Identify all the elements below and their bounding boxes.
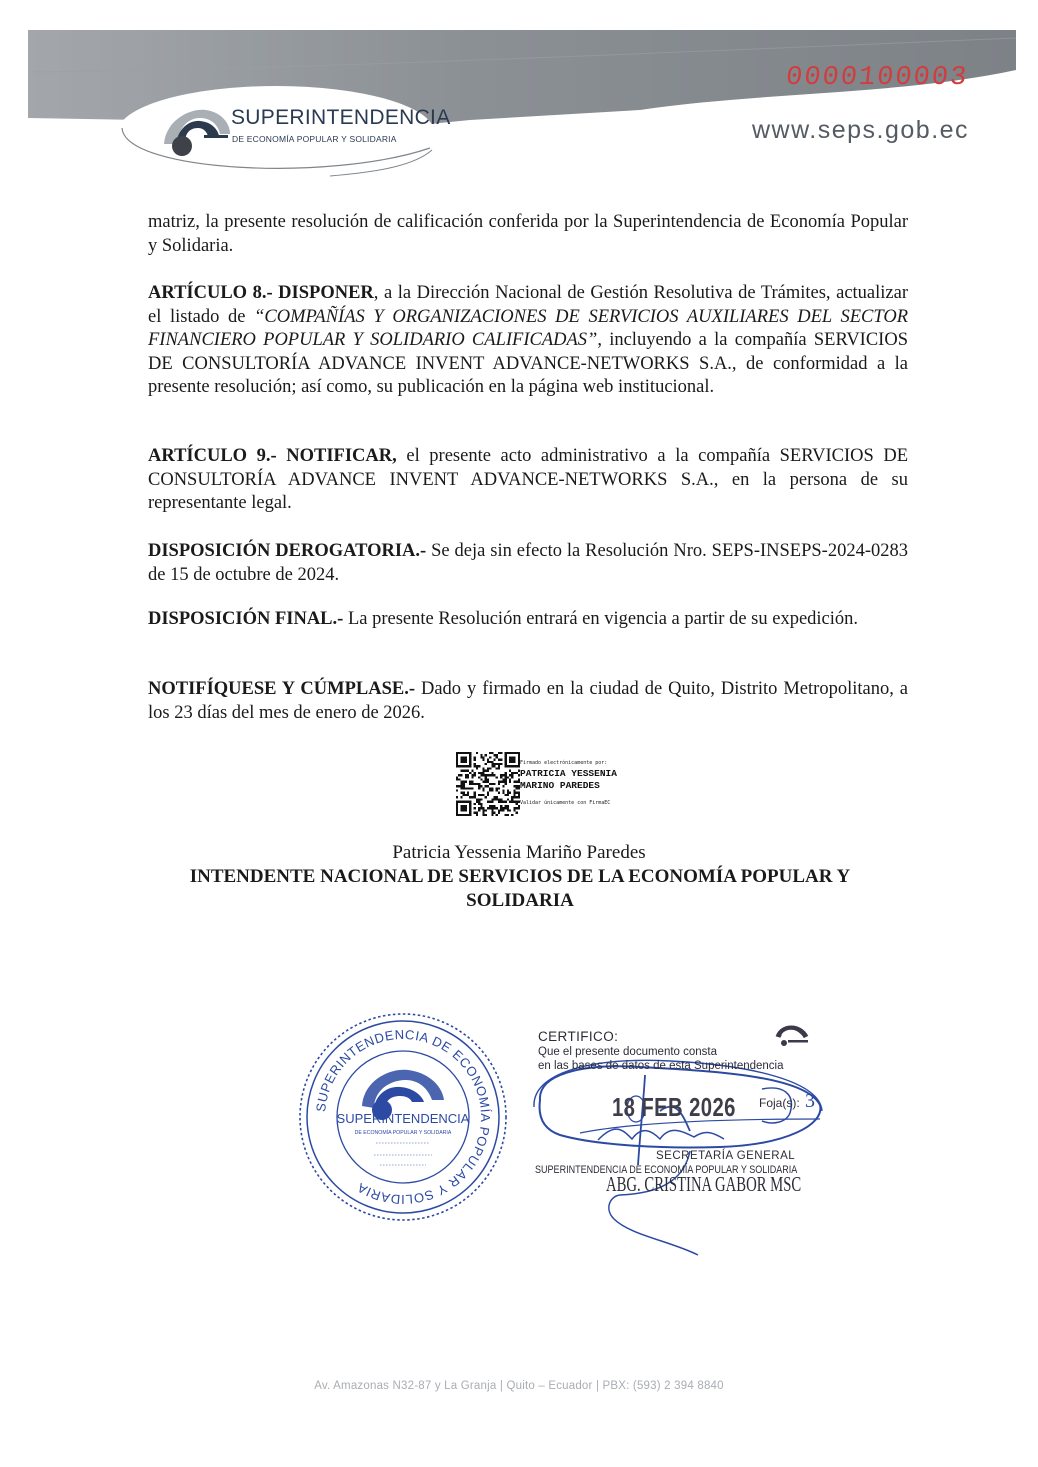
logo-subtitle: DE ECONOMÍA POPULAR Y SOLIDARIA — [232, 134, 397, 144]
article-8-text-b: , incluyendo a la compañía SERVICIOS DE CONSULTORÍA ADVANCE INVENT ADVANCE-NETWORKS S.A., de conformidad a la presente resolución; así como, su publicación en la página web institucional. — [148, 330, 908, 397]
certification-officer: ABG. CRISTINA GABOR MSC — [606, 1172, 802, 1196]
article-8-text-a: , a la Dirección Nacional de Gestión Resolutiva de Trámites, actualizar el listado de — [148, 283, 908, 327]
final-text: La presente Resolución entrará en vigencia a partir de su expedición. — [343, 609, 859, 629]
header-band — [0, 0, 1038, 215]
certification-secretaria: SECRETARÍA GENERAL — [656, 1150, 796, 1162]
intro-text: matriz, la presente resolución de calificación conferida por la Superintendencia de Economía Popular y Solidaria. — [148, 212, 908, 256]
intro-paragraph — [148, 211, 908, 258]
esign-name-line-2: MARINO PAREDES — [520, 780, 600, 791]
foja-value: 3 — [805, 1090, 816, 1112]
certification-line-2: en las bases de datos de esta Superintendencia — [538, 1060, 784, 1072]
notification-heading: NOTIFÍQUESE Y CÚMPLASE.- — [148, 679, 416, 699]
article-9-text: el presente acto administrativo a la compañía SERVICIOS DE CONSULTORÍA ADVANCE INVENT ADVANCE-NETWORKS S.A., en la persona de su representante legal. — [148, 446, 909, 513]
official-seal-icon — [296, 1010, 510, 1224]
derogatory-disposition-paragraph — [148, 540, 908, 587]
logo-title: SUPERINTENDENCIA — [231, 106, 451, 129]
article-8-paragraph — [148, 282, 908, 400]
website-url: www.seps.gob.ec — [752, 116, 970, 144]
esign-validate-note: Validar únicamente con FirmaEC — [520, 800, 611, 806]
article-8-italic-title: “COMPAÑÍAS Y ORGANIZACIONES DE SERVICIOS AUXILIARES DEL SECTOR FINANCIERO POPULAR Y SOLIDARIO CALIFICADAS” — [148, 306, 908, 350]
article-8-heading: ARTÍCULO 8.- DISPONER — [148, 283, 374, 303]
certification-line-1: Que el presente documento consta — [538, 1046, 718, 1058]
document-number: 0000100003 — [784, 63, 970, 93]
esign-caption: Firmado electrónicamente por: — [520, 760, 608, 766]
final-disposition-paragraph — [148, 608, 908, 632]
notification-text: Dado y firmado en la ciudad de Quito, Distrito Metropolitano, a los 23 días del mes de enero de 2026. — [148, 679, 908, 723]
signer-name: Patricia Yessenia Mariño Paredes — [392, 842, 646, 863]
final-heading: DISPOSICIÓN FINAL.- — [148, 609, 344, 629]
derogatory-heading: DISPOSICIÓN DEROGATORIA.- — [148, 541, 427, 561]
certification-foja — [759, 1090, 815, 1113]
certification-title: CERTIFICO: — [538, 1029, 619, 1044]
article-9-paragraph — [148, 445, 908, 516]
foja-label: Foja(s): — [759, 1096, 800, 1110]
esign-name-line-1: PATRICIA YESSENIA — [520, 768, 617, 779]
derogatory-text: Se deja sin efecto la Resolución Nro. SEPS-INSEPS-2024-0283 de 15 de octubre de 2024. — [148, 541, 908, 585]
certification-entity: SUPERINTENDENCIA DE ECONOMÍA POPULAR Y SOLIDARIA — [535, 1164, 798, 1176]
certification-date-stamp: 18 FEB 2026 — [612, 1092, 736, 1122]
notification-paragraph — [148, 678, 908, 725]
footer-address: Av. Amazonas N32-87 y La Granja | Quito – Ecuador | PBX: (593) 2 394 8840 — [314, 1380, 724, 1392]
article-9-heading: ARTÍCULO 9.- NOTIFICAR, — [148, 446, 397, 466]
seal-center-subtitle: DE ECONOMÍA POPULAR Y SOLIDARIA — [354, 1130, 452, 1136]
signer-title: INTENDENTE NACIONAL DE SERVICIOS DE LA ECONOMÍA POPULAR Y SOLIDARIA — [189, 866, 851, 911]
seps-logo-icon — [160, 104, 232, 162]
seal-ring-text: SUPERINTENDENCIA DE ECONOMÍA POPULAR Y SOLIDARIA — [313, 1026, 494, 1208]
qr-code-icon — [456, 752, 520, 816]
seal-center-title: SUPERINTENDENCIA — [336, 1111, 470, 1126]
